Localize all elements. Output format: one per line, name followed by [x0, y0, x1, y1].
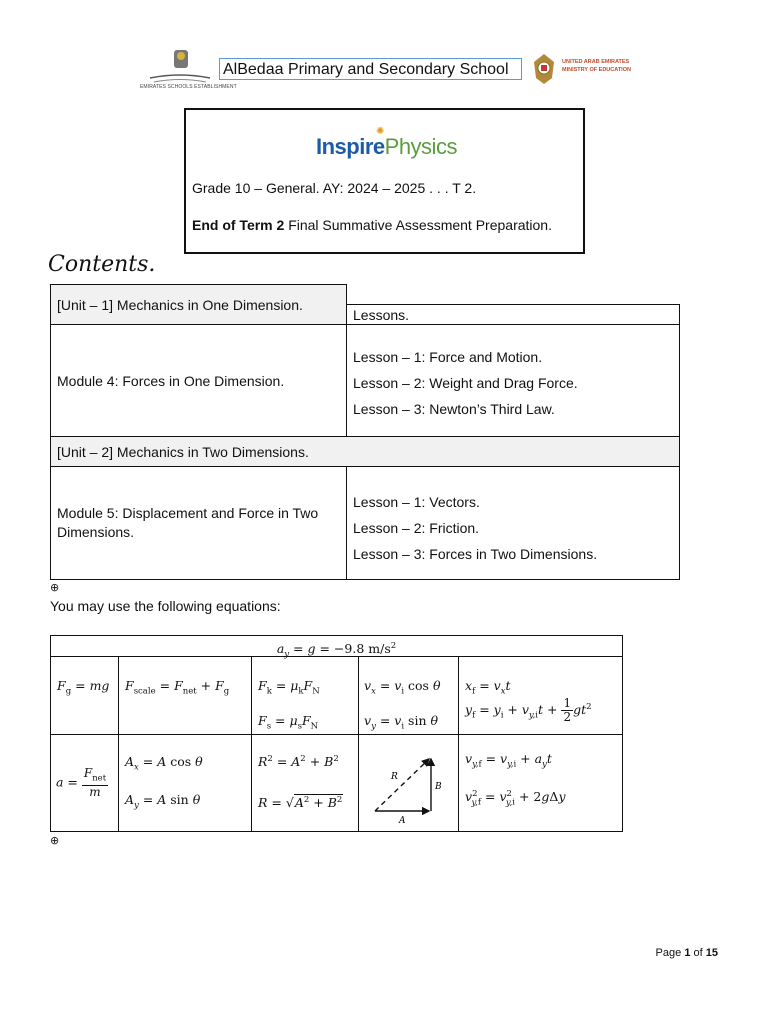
label-a: A	[399, 816, 406, 826]
page-of: of	[693, 947, 703, 959]
uae-emblem-logo	[530, 52, 558, 86]
label-r: R	[391, 772, 398, 782]
lesson-item: Lesson – 2: Weight and Drag Force.	[353, 374, 578, 391]
brand-physics: Physics	[384, 134, 457, 159]
ministry-line1: UNITED ARAB EMIRATES	[562, 59, 630, 65]
eq-vector-components: $A_x = A$ cos θ $A_y = A$ sin θ	[118, 734, 252, 832]
vector-r-arrow	[375, 759, 429, 811]
lesson-item: Lesson – 1: Vectors.	[353, 494, 480, 510]
eq-gravity: $a_y = g = -9.8$ $m/s^2$	[50, 635, 623, 657]
grade-line: Grade 10 – General. AY: 2024 – 2025 . . . T 2.	[192, 180, 477, 196]
label-b: B	[435, 782, 442, 792]
unit2-cell	[50, 436, 680, 467]
module4-cell	[50, 324, 347, 437]
eq-projectile-position: $x_f = v_xt$ $y_f = y_i + v_{y,i}t$ + $\frac{1}{2}$ $gt^2$	[458, 656, 623, 735]
ministry-line2: MINISTRY OF EDUCATION	[562, 67, 631, 73]
lesson-item: Lesson – 3: Forces in Two Dimensions.	[353, 546, 598, 562]
lessons-header-cell	[346, 304, 680, 325]
arrow-down-circle-icon: ⊕	[50, 582, 60, 594]
term-bold: End of Term 2	[192, 217, 285, 233]
eq-scale: $F_{scale} = F_{net} + F_g$	[118, 656, 252, 735]
unit2-title: [Unit – 2] Mechanics in Two Dimensions.	[57, 443, 309, 460]
page-number	[656, 947, 718, 959]
title-card	[184, 108, 585, 254]
ministry-logo-text	[562, 58, 631, 74]
school-name: AlBedaa Primary and Secondary School	[219, 58, 522, 80]
page-word: Page	[655, 947, 682, 959]
equations-intro: You may use the following equations:	[50, 598, 281, 614]
lesson-item: Lesson – 2: Friction.	[353, 520, 480, 536]
eq-friction: $F_k = \mu_kF_N$ $F_s = \mu_sF_N$	[251, 656, 359, 735]
term-line	[192, 217, 552, 233]
lesson-item: Lesson – 1: Force and Motion.	[353, 348, 543, 365]
module5-title: Module 5: Displacement and Force in Two Dimensions.	[57, 505, 319, 540]
brand-inspire: Inspire	[316, 134, 385, 159]
vector-triangle-diagram	[359, 735, 458, 831]
module5-lessons-cell	[346, 466, 680, 580]
eq-velocity-components: $v_x = v_i$ cos θ $v_y = v_i$ sin θ	[358, 656, 459, 735]
page-total: 15	[705, 947, 718, 959]
module4-title: Module 4: Forces in One Dimension.	[57, 372, 285, 389]
eq-resultant: $R^2 = A^2 + B^2$ $R = √A^2 + B^2$	[251, 734, 359, 832]
inspire-physics-brand	[316, 134, 457, 160]
vector-diagram-cell	[358, 734, 459, 832]
eq-newton-second: a = $\frac{F_{net}}{m}$	[50, 734, 119, 832]
contents-heading: Contents.	[48, 252, 156, 277]
left-logo-caption: EMIRATES SCHOOLS ESTABLISHMENT	[140, 84, 237, 90]
unit1-title: [Unit – 1] Mechanics in One Dimension.	[57, 296, 303, 313]
module5-cell	[50, 466, 347, 580]
lessons-header: Lessons.	[353, 306, 410, 323]
unit1-cell	[50, 284, 347, 325]
lesson-item: Lesson – 3: Newton’s Third Law.	[353, 400, 555, 417]
module4-lessons-cell	[346, 324, 680, 437]
term-rest: Final Summative Assessment Preparation.	[284, 217, 552, 233]
eq-vertical-velocity: $v_{y,f} = v_{y,i} + a_yt$ $v^2_{y,f} = v^2_{y,i} + 2g\Delta y$	[458, 734, 623, 832]
eq-weight: $F_g$ = mg	[50, 656, 119, 735]
arrow-down-circle-icon: ⊕	[50, 835, 60, 847]
page-current: 1	[684, 947, 691, 959]
brand-spark-icon: ✺	[376, 126, 385, 137]
